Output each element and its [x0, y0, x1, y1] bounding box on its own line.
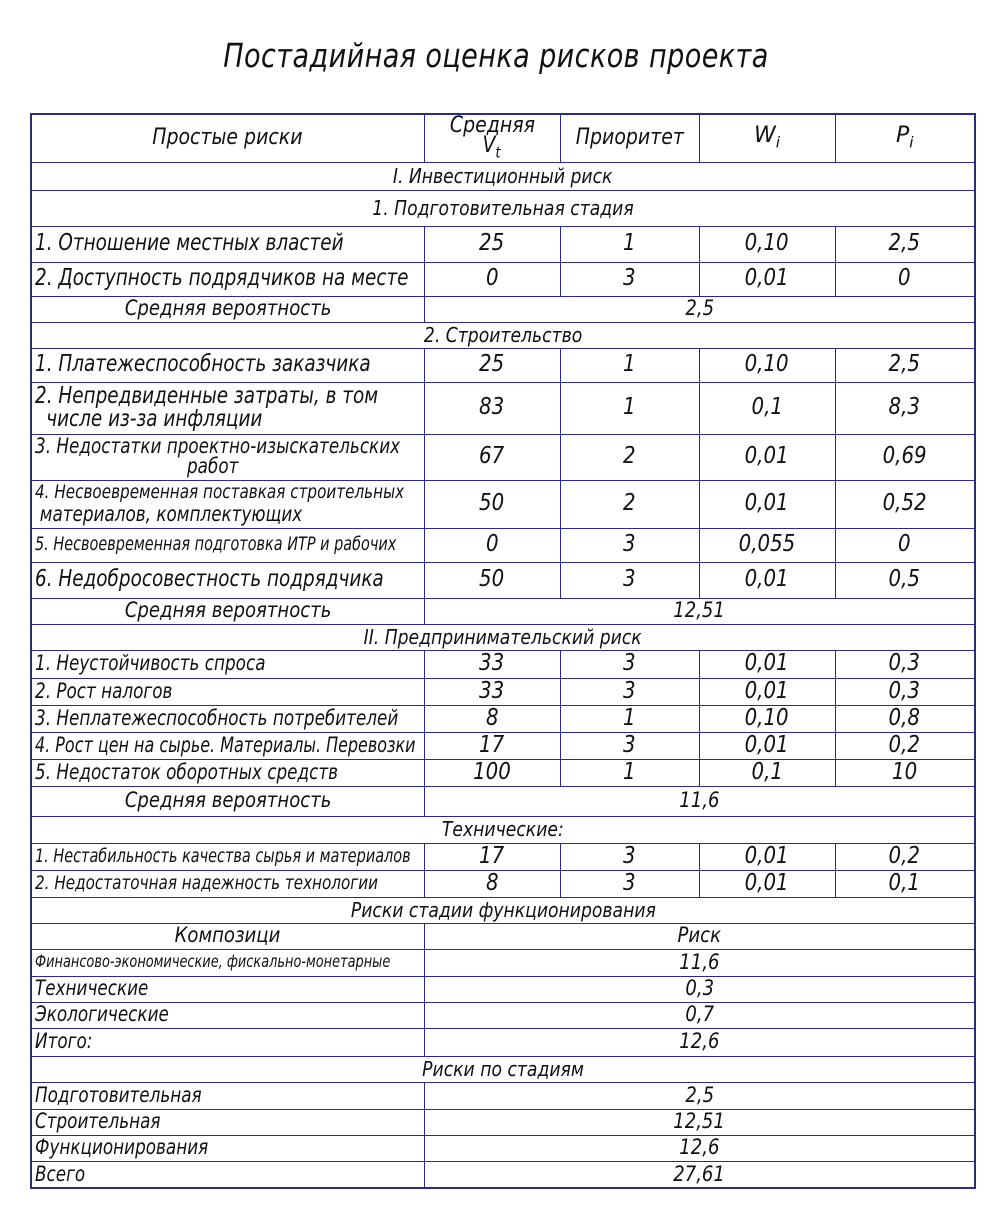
section-prep-stage: 1. Подготовительная стадия [31, 190, 975, 226]
risk-p: 0,8 [835, 705, 975, 732]
risk-v: 17 [424, 732, 560, 759]
section-investment-risk: I. Инвестиционный риск [31, 162, 975, 190]
risk-priority: 2 [560, 480, 699, 528]
risk-priority: 1 [560, 705, 699, 732]
risk-p: 0,3 [835, 678, 975, 705]
average-value: 12,51 [424, 598, 975, 624]
section-row [31, 816, 975, 843]
risk-w: 0,1 [699, 759, 835, 786]
section-operation-risks: Риски стадии функционирования [31, 897, 975, 923]
risk-name: 5. Недостаток оборотных средств [31, 759, 424, 786]
stage-name: Строительная [31, 1109, 424, 1135]
average-row [31, 598, 975, 624]
risk-w: 0,01 [699, 434, 835, 480]
section-construction: 2. Строительство [31, 322, 975, 348]
table-row [31, 759, 975, 786]
risk-w: 0,01 [699, 678, 835, 705]
risk-v: 25 [424, 348, 560, 382]
risk-name: 2. Доступность подрядчиков на месте [31, 262, 424, 296]
risk-priority: 3 [560, 870, 699, 897]
table-row [31, 226, 975, 262]
composition-name: Технические [31, 976, 424, 1002]
composition-header-right: Риск [424, 923, 975, 949]
section-row [31, 190, 975, 226]
risk-w: 0,01 [699, 562, 835, 598]
risk-name: 1. Платежеспособность заказчика [31, 348, 424, 382]
section-technical: Технические: [31, 816, 975, 843]
stage-name: Всего [31, 1161, 424, 1188]
risk-p: 2,5 [835, 348, 975, 382]
risk-name: 1. Нестабильность качества сырья и материалов [31, 843, 424, 870]
page-title: Постадийная оценка рисков проекта [223, 36, 769, 75]
stage-row [31, 1109, 975, 1135]
risk-w: 0,10 [699, 226, 835, 262]
risk-w: 0,10 [699, 348, 835, 382]
section-row [31, 624, 975, 650]
risk-v: 0 [424, 528, 560, 562]
risk-v: 50 [424, 480, 560, 528]
stage-row [31, 1135, 975, 1161]
table-row [31, 705, 975, 732]
risk-p: 0 [835, 528, 975, 562]
table-row [31, 348, 975, 382]
risk-priority: 1 [560, 348, 699, 382]
average-row [31, 296, 975, 322]
risk-name: 2. Недостаточная надежность технологии [31, 870, 424, 897]
risk-priority: 3 [560, 528, 699, 562]
risk-w: 0,01 [699, 262, 835, 296]
risk-p: 0,5 [835, 562, 975, 598]
composition-header-row [31, 923, 975, 949]
stage-value: 27,61 [424, 1161, 975, 1188]
table-row [31, 382, 975, 434]
risk-w: 0,01 [699, 843, 835, 870]
risk-p: 8,3 [835, 382, 975, 434]
risk-p: 10 [835, 759, 975, 786]
risk-v: 25 [424, 226, 560, 262]
composition-name: Финансово-экономические, фискально-монетарные [31, 949, 424, 976]
table-row [31, 562, 975, 598]
risk-p: 2,5 [835, 226, 975, 262]
risk-name: 3. Неплатежеспособность потребителей [31, 705, 424, 732]
risk-p: 0 [835, 262, 975, 296]
risk-p: 0,3 [835, 650, 975, 678]
risk-name: 4. Несвоевременная поставкая строительных материалов, комплектующих [31, 480, 424, 528]
composition-header-left: Композици [31, 923, 424, 949]
composition-value: 11,6 [424, 949, 975, 976]
risk-priority: 1 [560, 382, 699, 434]
risk-name: 1. Неустойчивость спроса [31, 650, 424, 678]
composition-row [31, 949, 975, 976]
table-row [31, 678, 975, 705]
risk-name: 6. Недобросовестность подрядчика [31, 562, 424, 598]
composition-row [31, 1028, 975, 1056]
risk-w: 0,10 [699, 705, 835, 732]
table-row [31, 528, 975, 562]
risk-name: 2. Непредвиденные затраты, в том числе из-за инфляции [31, 382, 424, 434]
section-row [31, 1056, 975, 1082]
stage-value: 12,51 [424, 1109, 975, 1135]
table-row [31, 732, 975, 759]
risk-w: 0,1 [699, 382, 835, 434]
table-row [31, 870, 975, 897]
risk-priority: 3 [560, 732, 699, 759]
table-row [31, 843, 975, 870]
risk-p: 0,2 [835, 843, 975, 870]
table-row [31, 434, 975, 480]
risk-priority: 1 [560, 226, 699, 262]
stage-name: Подготовительная [31, 1082, 424, 1109]
risk-priority: 2 [560, 434, 699, 480]
header-probability: $P_i$ [835, 114, 975, 162]
risk-v: 67 [424, 434, 560, 480]
average-value: 2,5 [424, 296, 975, 322]
risk-w: 0,01 [699, 480, 835, 528]
header-average: Средняя $V_t$ [424, 114, 560, 162]
header-weight: $W_i$ [699, 114, 835, 162]
average-label: Средняя вероятность [31, 598, 424, 624]
table-row [31, 650, 975, 678]
composition-name: Экологические [31, 1002, 424, 1028]
risk-w: 0,01 [699, 870, 835, 897]
risk-v: 33 [424, 678, 560, 705]
risk-priority: 1 [560, 759, 699, 786]
average-label: Средняя вероятность [31, 296, 424, 322]
section-by-stage: Риски по стадиям [31, 1056, 975, 1082]
header-priority: Приоритет [560, 114, 699, 162]
composition-row [31, 976, 975, 1002]
section-row [31, 162, 975, 190]
section-row [31, 322, 975, 348]
risk-v: 83 [424, 382, 560, 434]
table-row [31, 262, 975, 296]
risk-w: 0,055 [699, 528, 835, 562]
composition-value: 0,7 [424, 1002, 975, 1028]
risk-table [30, 113, 976, 1189]
risk-priority: 3 [560, 262, 699, 296]
risk-priority: 3 [560, 650, 699, 678]
risk-v: 0 [424, 262, 560, 296]
header-simple-risks: Простые риски [31, 114, 424, 162]
risk-p: 0,1 [835, 870, 975, 897]
risk-priority: 3 [560, 843, 699, 870]
risk-priority: 3 [560, 562, 699, 598]
composition-name: Итого: [31, 1028, 424, 1056]
risk-p: 0,52 [835, 480, 975, 528]
average-value: 11,6 [424, 786, 975, 816]
risk-name: 4. Рост цен на сырье. Материалы. Перевозки [31, 732, 424, 759]
risk-p: 0,2 [835, 732, 975, 759]
stage-name: Функционирования [31, 1135, 424, 1161]
table-header-row [31, 114, 975, 162]
composition-value: 12,6 [424, 1028, 975, 1056]
risk-v: 33 [424, 650, 560, 678]
risk-name: 5. Несвоевременная подготовка ИТР и рабочих [31, 528, 424, 562]
average-label: Средняя вероятность [31, 786, 424, 816]
risk-name: 3. Недостатки проектно-изыскательских работ [31, 434, 424, 480]
average-row [31, 786, 975, 816]
stage-row [31, 1082, 975, 1109]
risk-w: 0,01 [699, 732, 835, 759]
composition-row [31, 1002, 975, 1028]
stage-row [31, 1161, 975, 1188]
risk-v: 100 [424, 759, 560, 786]
table-row [31, 480, 975, 528]
risk-priority: 3 [560, 678, 699, 705]
risk-name: 1. Отношение местных властей [31, 226, 424, 262]
section-entrepreneurial-risk: II. Предпринимательский риск [31, 624, 975, 650]
risk-p: 0,69 [835, 434, 975, 480]
composition-value: 0,3 [424, 976, 975, 1002]
stage-value: 2,5 [424, 1082, 975, 1109]
risk-name: 2. Рост налогов [31, 678, 424, 705]
risk-v: 8 [424, 705, 560, 732]
stage-value: 12,6 [424, 1135, 975, 1161]
risk-w: 0,01 [699, 650, 835, 678]
risk-v: 50 [424, 562, 560, 598]
risk-v: 17 [424, 843, 560, 870]
section-row [31, 897, 975, 923]
risk-v: 8 [424, 870, 560, 897]
